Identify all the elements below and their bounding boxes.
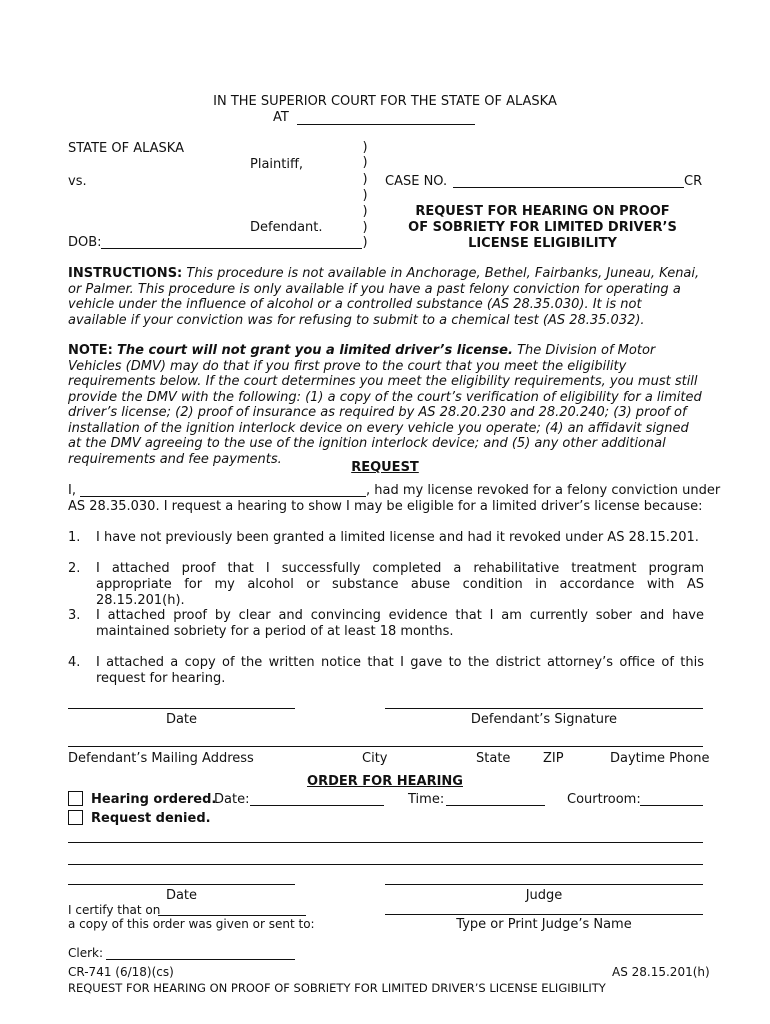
order-date-field[interactable]	[68, 884, 295, 885]
form-title-line2: OF SOBRIETY FOR LIMITED DRIVER’S	[408, 220, 677, 235]
dob-label: DOB:	[68, 235, 102, 250]
hearing-date-label: Date:	[214, 792, 250, 807]
date-field[interactable]	[68, 708, 295, 709]
instructions-paragraph	[68, 266, 704, 328]
form-title-line1: REQUEST FOR HEARING ON PROOF	[415, 204, 670, 219]
request-denied-label: Request denied.	[91, 811, 211, 826]
type-print-judge-label: Type or Print Judge’s Name	[456, 917, 632, 932]
hearing-ordered-checkbox[interactable]	[68, 791, 83, 806]
courtroom-field[interactable]	[640, 805, 703, 806]
note-paragraph	[68, 343, 704, 467]
caption-paren: )	[362, 140, 368, 155]
statute-reference: AS 28.15.201(h)	[612, 965, 710, 979]
caption-paren: )	[362, 155, 368, 170]
judge-label: Judge	[525, 888, 563, 903]
request-heading: REQUEST	[351, 460, 419, 475]
clerk-signature-field[interactable]	[106, 959, 295, 960]
clerk-label: Clerk:	[68, 946, 104, 960]
instructions-text: This procedure is not available in Anchorage, Bethel, Fairbanks, Juneau, Kenai, or Palmer. This procedure is only available if you have a past felony conviction for operating a vehicle under the influence of alcohol or a controlled substance (AS 28.35.030). It is not available if your conviction was for refusing to submit to a chemical test (AS 28.35.032).	[68, 266, 700, 328]
defendant-signature-field[interactable]	[385, 708, 703, 709]
caption-paren: )	[362, 220, 368, 235]
daytime-phone-label: Daytime Phone	[610, 751, 710, 766]
item-number: 2.	[68, 561, 81, 576]
form-title-line3: LICENSE ELIGIBILITY	[468, 236, 617, 251]
certify-line1: I certify that on	[68, 903, 161, 917]
case-no-label: CASE NO.	[385, 174, 448, 189]
hearing-date-field[interactable]	[250, 805, 384, 806]
item-number: 1.	[68, 530, 81, 545]
city-label: City	[362, 751, 388, 766]
request-item-3: I attached proof by clear and convincing evidence that I am currently sober and have maintained sobriety for a period of at least 18 months.	[96, 608, 704, 639]
request-item-2: I attached proof that I successfully completed a rehabilitative treatment program appropriate for my alcohol or substance abuse condition in accordance with AS 28.15.201(h).	[96, 561, 704, 608]
mailing-address-field[interactable]	[68, 746, 703, 747]
plaintiff-role: Plaintiff,	[250, 157, 304, 172]
defendant-name-field[interactable]	[80, 496, 366, 497]
certify-line2: a copy of this order was given or sent to:	[68, 917, 315, 931]
zip-label: ZIP	[543, 751, 564, 766]
defendant-signature-label: Defendant’s Signature	[470, 712, 618, 727]
certify-date-field[interactable]	[158, 915, 306, 916]
hearing-time-field[interactable]	[446, 805, 545, 806]
request-i-label: I,	[68, 483, 76, 498]
hearing-ordered-label: Hearing ordered.	[91, 792, 217, 807]
item-number: 3.	[68, 608, 81, 623]
court-heading: IN THE SUPERIOR COURT FOR THE STATE OF ALASKA	[213, 94, 557, 109]
form-code: CR-741 (6/18)(cs)	[68, 965, 174, 979]
item-number: 4.	[68, 655, 81, 670]
case-no-field[interactable]	[453, 187, 684, 188]
judge-signature-field[interactable]	[385, 884, 703, 885]
case-suffix: CR	[684, 174, 703, 189]
date-label: Date	[165, 712, 198, 727]
caption-paren: )	[362, 204, 368, 219]
court-location-field[interactable]	[297, 124, 475, 125]
courtroom-label: Courtroom:	[567, 792, 641, 807]
request-item-4: I attached a copy of the written notice that I gave to the district attorney’s office of this request for hearing.	[96, 655, 704, 686]
request-denied-checkbox[interactable]	[68, 810, 83, 825]
note-text: The Division of Motor Vehicles (DMV) may do that if you first prove to the court that you meet the eligibility requirements below. If the court determines you meet the eligibility requirements, you must still provide the DMV with the following: (1) a copy of the court’s verification of eligibility for a limited driver’s license; (2) proof of insurance as required by AS 28.20.230 and 28.20.240; (3) proof of installation of the ignition interlock device on every vehicle you operate; (4) an affidavit signed at the DMV agreeing to the use of the ignition interlock device; and (5) any other additional requirements and fee payments.	[68, 343, 702, 467]
at-label: AT	[273, 110, 289, 125]
request-line1-tail: , had my license revoked for a felony conviction under	[366, 483, 721, 498]
caption-paren: )	[362, 235, 368, 250]
vs-label: vs.	[68, 174, 87, 189]
mailing-address-label: Defendant’s Mailing Address	[68, 751, 254, 766]
request-line2: AS 28.35.030. I request a hearing to show I may be eligible for a limited driver’s license because:	[68, 499, 703, 514]
defendant-role: Defendant.	[250, 220, 323, 235]
request-item-1: I have not previously been granted a limited license and had it revoked under AS 28.15.201.	[96, 530, 699, 545]
judge-name-field[interactable]	[385, 914, 703, 915]
order-notes-line-2[interactable]	[68, 864, 703, 865]
footer-form-title: REQUEST FOR HEARING ON PROOF OF SOBRIETY FOR LIMITED DRIVER’S LICENSE ELIGIBILITY	[68, 981, 606, 995]
dob-field[interactable]	[101, 248, 362, 249]
state-label: State	[476, 751, 511, 766]
caption-paren: )	[362, 172, 368, 187]
caption-paren: )	[362, 188, 368, 203]
hearing-time-label: Time:	[408, 792, 445, 807]
note-label: NOTE:	[68, 343, 113, 358]
instructions-label: INSTRUCTIONS:	[68, 266, 183, 281]
order-heading: ORDER FOR HEARING	[307, 774, 463, 789]
order-notes-line-1[interactable]	[68, 842, 703, 843]
note-emphasis: The court will not grant you a limited driver’s license.	[117, 343, 513, 358]
order-date-label: Date	[165, 888, 198, 903]
plaintiff-name: STATE OF ALASKA	[68, 141, 184, 156]
